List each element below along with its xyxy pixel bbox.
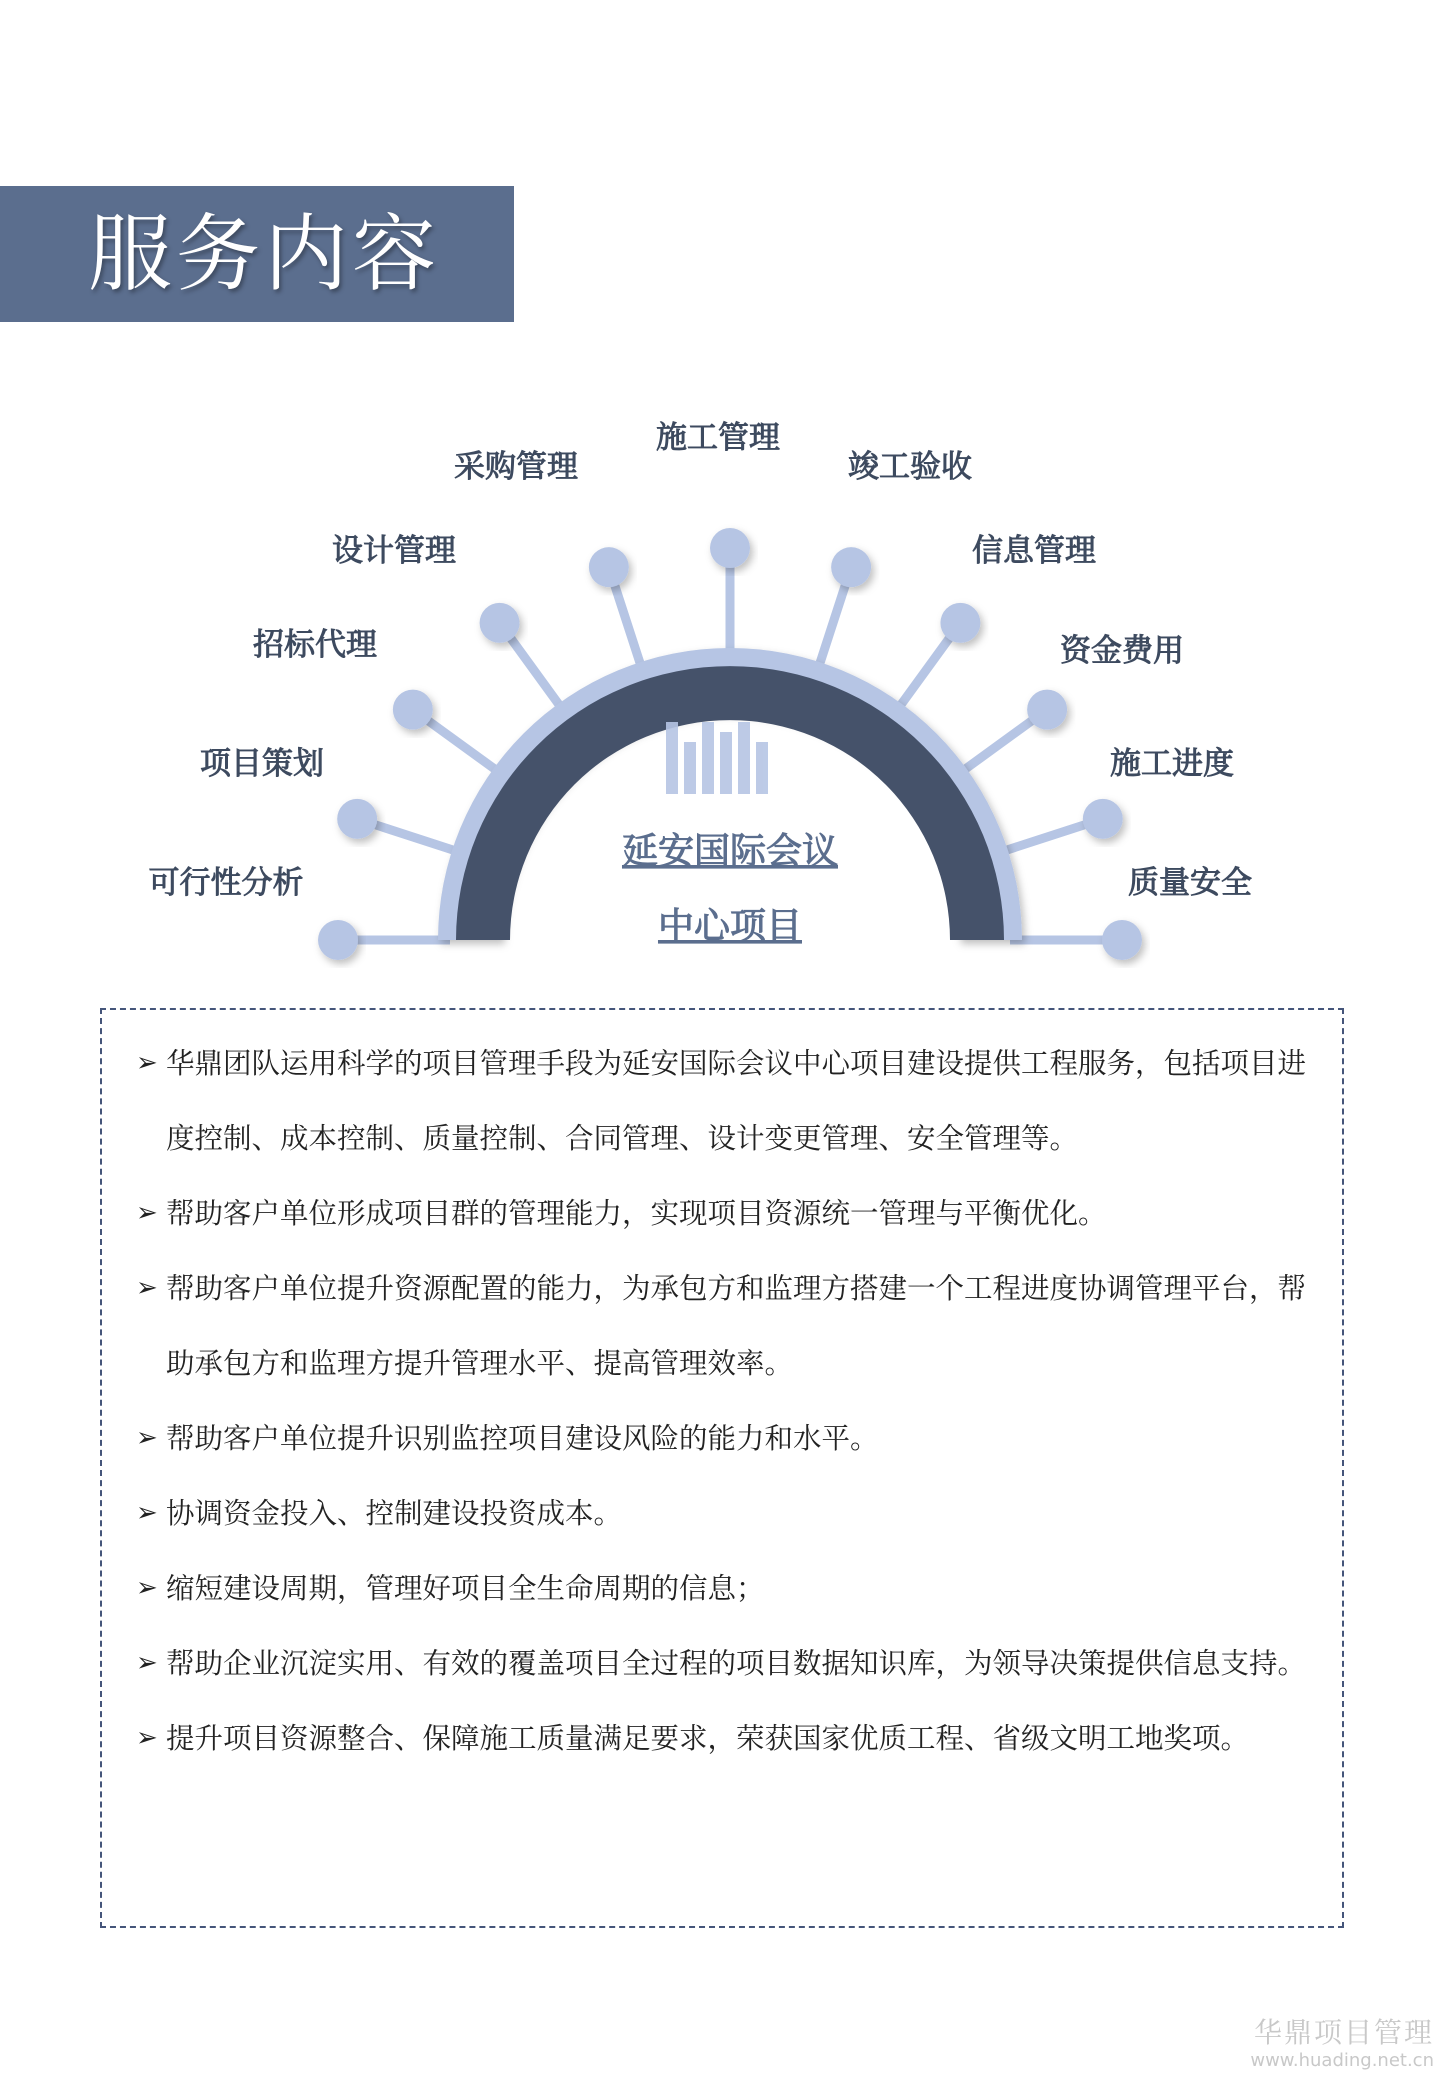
spoke-dot (940, 603, 980, 643)
bullet-arrow-icon: ➢ (136, 1273, 158, 1303)
spoke-dot (337, 799, 377, 839)
building-icon (666, 722, 768, 794)
service-label: 项目策划 (200, 746, 324, 782)
list-item (136, 1551, 1316, 1626)
list-item (136, 1176, 1316, 1251)
service-label: 设计管理 (332, 533, 456, 569)
bullet-arrow-icon: ➢ (136, 1573, 158, 1603)
center-title-line-1: 延安国际会议 (621, 831, 839, 872)
bullet-text: 帮助企业沉淀实用、有效的覆盖项目全过程的项目数据知识库，为领导决策提供信息支持。 (166, 1647, 1307, 1680)
service-label: 招标代理 (253, 627, 377, 663)
bullet-arrow-icon: ➢ (136, 1723, 158, 1753)
list-item (136, 1251, 1316, 1401)
center-title-line-2: 中心项目 (657, 906, 803, 947)
service-label: 可行性分析 (148, 865, 304, 901)
bullet-arrow-icon: ➢ (136, 1498, 158, 1528)
list-item (136, 1401, 1316, 1476)
bullet-text: 华鼎团队运用科学的项目管理手段为延安国际会议中心项目建设提供工程服务，包括项目进度控制、成本控制、质量控制、合同管理、设计变更管理、安全管理等。 (166, 1047, 1307, 1155)
spoke-dot (589, 547, 629, 587)
bullet-text: 缩短建设周期，管理好项目全生命周期的信息； (166, 1572, 765, 1605)
bullet-text: 协调资金投入、控制建设投资成本。 (166, 1497, 623, 1530)
bullet-arrow-icon: ➢ (136, 1198, 158, 1228)
spoke-dot (1083, 799, 1123, 839)
spoke-dot (1102, 920, 1142, 960)
list-item (136, 1626, 1316, 1701)
bullet-arrow-icon: ➢ (136, 1048, 158, 1078)
service-diagram (0, 380, 1440, 980)
service-label: 竣工验收 (848, 449, 972, 485)
service-label: 质量安全 (1128, 865, 1252, 901)
service-label: 施工进度 (1110, 746, 1234, 782)
list-item (136, 1476, 1316, 1551)
service-label: 采购管理 (454, 449, 578, 485)
bullet-text: 帮助客户单位提升资源配置的能力，为承包方和监理方搭建一个工程进度协调管理平台，帮助承包方和监理方提升管理水平、提高管理效率。 (166, 1272, 1307, 1380)
title-band (0, 186, 514, 322)
service-description-box (100, 1008, 1344, 1928)
spoke-dot (318, 920, 358, 960)
center-title (622, 831, 838, 947)
service-label: 资金费用 (1060, 633, 1184, 669)
arch-inner (456, 666, 1004, 940)
watermark (1250, 2016, 1434, 2072)
list-item (136, 1026, 1316, 1176)
spoke-dot (480, 603, 520, 643)
service-label: 施工管理 (656, 420, 780, 456)
bullet-list (102, 1010, 1342, 1776)
spoke-dot (1027, 690, 1067, 730)
list-item (136, 1701, 1316, 1776)
watermark-url: www.huading.net.cn (1250, 2050, 1434, 2071)
watermark-brand: 华鼎项目管理 (1253, 2016, 1434, 2049)
bullet-arrow-icon: ➢ (136, 1423, 158, 1453)
service-label: 信息管理 (972, 533, 1096, 569)
bullet-text: 提升项目资源整合、保障施工质量满足要求，荣获国家优质工程、省级文明工地奖项。 (166, 1722, 1250, 1755)
bullet-arrow-icon: ➢ (136, 1648, 158, 1678)
page-title: 服务内容 (88, 205, 441, 303)
bullet-text: 帮助客户单位提升识别监控项目建设风险的能力和水平。 (166, 1422, 879, 1455)
spoke-dot (831, 547, 871, 587)
spoke-dot (393, 690, 433, 730)
spoke-dot (710, 528, 750, 568)
bullet-text: 帮助客户单位形成项目群的管理能力，实现项目资源统一管理与平衡优化。 (166, 1197, 1107, 1230)
